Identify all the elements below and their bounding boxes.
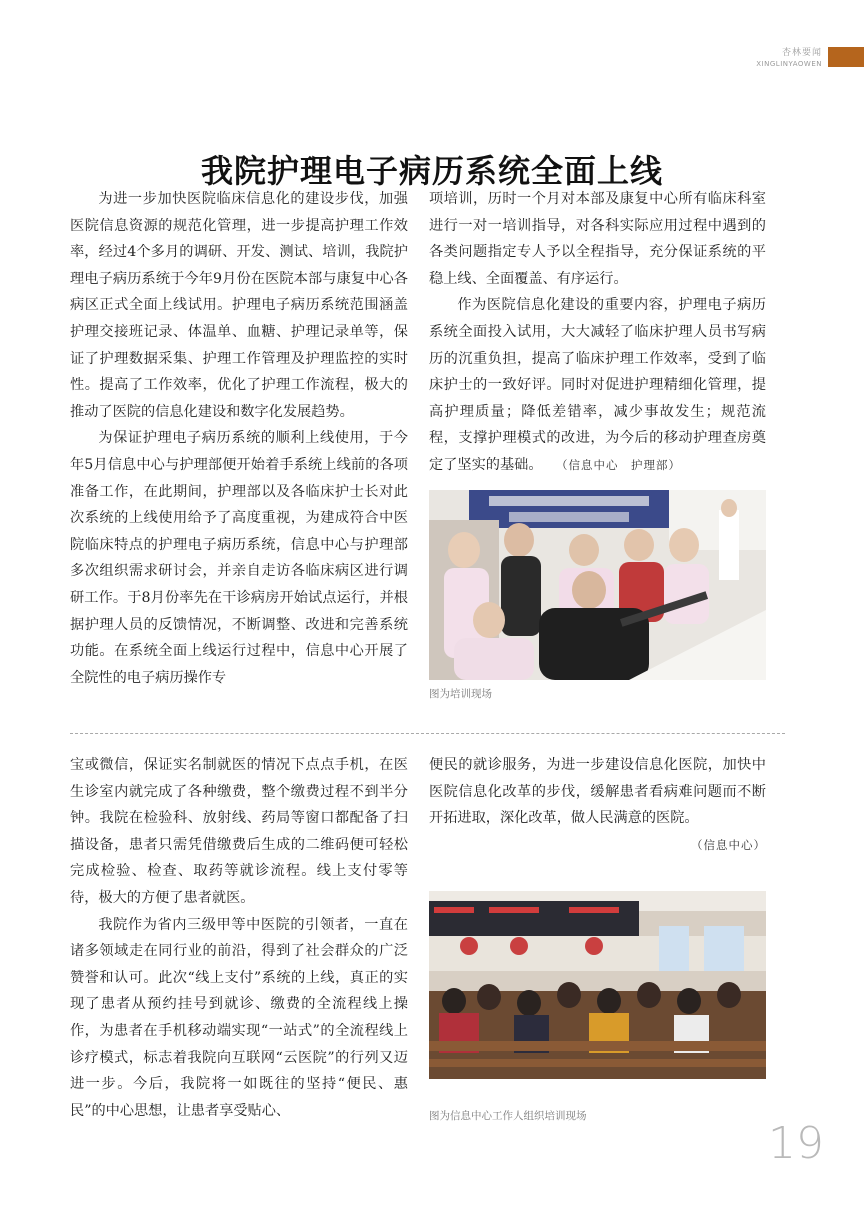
page-number: 19 <box>768 1118 824 1169</box>
article-column-2 <box>429 186 766 479</box>
hall-photo-illustration <box>429 891 766 1079</box>
section-divider <box>70 733 785 734</box>
article-column-1 <box>70 186 408 691</box>
section-tag-cn: 杏林要闻 <box>781 48 822 58</box>
article-column-3 <box>70 752 408 1124</box>
paragraph: 宝或微信，保证实名制就医的情况下点点手机，在医生诊室内就完成了各种缴费，整个缴费过程不到半分钟。我院在检验科、放射线、药局等窗口都配备了扫描设备，患者只需凭借缴费后生成的二维码便可轻松完成检验、检查、取药等就诊流程。线上支付零等待，极大的方便了患者就医。 <box>70 757 408 906</box>
article-title: 我院护理电子病历系统全面上线 <box>200 152 663 190</box>
paragraph: 我院作为省内三级甲等中医院的引领者，一直在诸多领域走在同行业的前沿，得到了社会群众的广泛赞誉和认可。此次“线上支付”系统的上线，真正的实现了患者从预约挂号到就诊、缴费的全流程线上操作，为患者在手机移动端实现“一站式”的全流程线上诊疗模式，标志着我院向互联网“云医院”的行列又迈进一步。今后，我院将一如既往的坚持“便民、惠民”的中心思想，让患者享受贴心、 <box>70 916 408 1119</box>
hall-photo <box>429 891 766 1079</box>
paragraph: 便民的就诊服务，为进一步建设信息化医院，加快中医院信息化改革的步伐，缓解患者看病难问题而不断开拓进取，深化改革，做人民满意的医院。 <box>429 757 766 827</box>
signature: （信息中心 护理部） <box>556 457 682 472</box>
training-photo <box>429 490 766 680</box>
paragraph <box>429 292 766 478</box>
paragraph-text: 作为医院信息化建设的重要内容，护理电子病历系统全面投入试用，大大减轻了临床护理人员书写病历的沉重负担，提高了临床护理工作效率，受到了临床护士的一致好评。同时对促进护理精细化管理，提高护理质量；降低差错率，减少事故发生；规范流程，支撑护理模式的改进，为今后的移动护理查房奠定了坚实的基础。 <box>429 297 766 473</box>
paragraph: 项培训，历时一个月对本部及康复中心所有临床科室进行一对一培训指导，对各科实际应用过程中遇到的各类问题指定专人予以全程指导，充分保证系统的平稳上线、全面覆盖、有序运行。 <box>429 191 766 287</box>
photo-caption: 图为信息中心工作人组织培训现场 <box>429 1110 587 1122</box>
paragraph: 为保证护理电子病历系统的顺利上线使用，于今年5月信息中心与护理部便开始着手系统上线前的各项准备工作，在此期间，护理部以及各临床护士长对此次系统的上线使用给予了高度重视，为建成符合中医院临床特点的护理电子病历系统，信息中心与护理部多次组织需求研讨会，并亲自走访各临床病区进行调研工作。于8月份率先在干诊病房开始试点运行，并根据护理人员的反馈情况，不断调整、改进和完善系统功能。在系统全面上线运行过程中，信息中心开展了全院性的电子病历操作专 <box>70 430 408 686</box>
training-photo-illustration <box>429 490 766 680</box>
signature: （信息中心） <box>691 837 766 852</box>
header-tag <box>756 45 822 68</box>
article-column-4 <box>429 752 766 858</box>
paragraph: 为进一步加快医院临床信息化的建设步伐，加强医院信息资源的规范化管理，进一步提高护理工作效率，经过4个多月的调研、开发、测试、培训，我院护理电子病历系统于今年9月份在医院本部与康复中心各病区正式全面上线试用。护理电子病历系统范围涵盖护理交接班记录、体温单、血糖、护理记录单等，保证了护理数据采集、护理工作管理及护理监控的实时性。提高了工作效率，优化了护理工作流程，极大的推动了医院的信息化建设和数字化发展趋势。 <box>70 191 408 420</box>
photo-caption: 图为培训现场 <box>429 688 492 700</box>
section-tag-en: XINGLINYAOWEN <box>756 60 822 68</box>
header-accent-bar <box>828 47 864 67</box>
